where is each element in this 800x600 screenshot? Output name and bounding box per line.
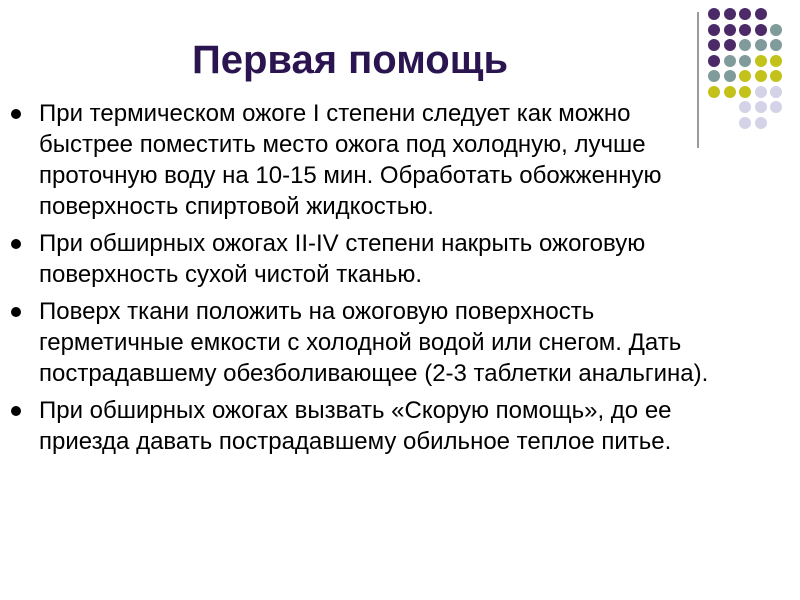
bullet-dot-icon bbox=[11, 307, 21, 317]
decorative-dot bbox=[724, 55, 736, 67]
bullet-item bbox=[10, 98, 710, 222]
decorative-dot bbox=[708, 39, 720, 51]
decorative-dot bbox=[739, 55, 751, 67]
bullet-text: При обширных ожогах II-IV степени накрыть ожоговую поверхность сухой чистой тканью. bbox=[39, 230, 646, 288]
bullet-dot-icon bbox=[11, 406, 21, 416]
decorative-dot bbox=[755, 86, 767, 98]
decorative-dot bbox=[755, 24, 767, 36]
decorative-dot bbox=[708, 86, 720, 98]
decorative-dot bbox=[755, 70, 767, 82]
decorative-dot bbox=[755, 39, 767, 51]
decorative-dot bbox=[770, 70, 782, 82]
decorative-dot bbox=[724, 8, 736, 20]
decorative-dot bbox=[708, 24, 720, 36]
decorative-dot bbox=[770, 24, 782, 36]
decorative-dot bbox=[739, 70, 751, 82]
decorative-dot-grid bbox=[708, 8, 788, 128]
decorative-dot bbox=[770, 86, 782, 98]
decorative-dot bbox=[708, 55, 720, 67]
decorative-dot bbox=[708, 8, 720, 20]
decorative-dot bbox=[739, 86, 751, 98]
decorative-dot bbox=[755, 8, 767, 20]
bullet-item bbox=[10, 228, 710, 290]
bullet-dot-icon bbox=[11, 239, 21, 249]
decorative-dot bbox=[724, 39, 736, 51]
decorative-dot bbox=[770, 101, 782, 113]
decorative-dot bbox=[770, 55, 782, 67]
decorative-dot bbox=[755, 101, 767, 113]
bullet-text: При термическом ожоге I степени следует как можно быстрее поместить место ожога под холодную, лучше проточную воду на 10-15 мин. Обработать обожженную поверхность спиртовой жидкостью. bbox=[39, 100, 662, 220]
bullet-item bbox=[10, 395, 710, 457]
decorative-dot bbox=[739, 117, 751, 129]
bullet-text: При обширных ожогах вызвать «Скорую помощь», до ее приезда давать пострадавшему обильное теплое питье. bbox=[39, 397, 672, 455]
decorative-dot bbox=[724, 24, 736, 36]
bullet-list bbox=[10, 98, 710, 463]
decorative-dot bbox=[739, 39, 751, 51]
decorative-dot bbox=[739, 8, 751, 20]
decorative-dot bbox=[724, 70, 736, 82]
decorative-dot bbox=[724, 86, 736, 98]
decorative-dot bbox=[708, 70, 720, 82]
bullet-item bbox=[10, 296, 710, 389]
bullet-dot-icon bbox=[11, 109, 21, 119]
decorative-dot bbox=[755, 55, 767, 67]
decorative-dot bbox=[755, 117, 767, 129]
bullet-text: Поверх ткани положить на ожоговую поверхность герметичные емкости с холодной водой или снегом. Дать пострадавшему обезболивающее (2-3 таблетки анальгина). bbox=[39, 298, 709, 387]
decorative-dot bbox=[739, 24, 751, 36]
decorative-dot bbox=[739, 101, 751, 113]
decorative-dot bbox=[770, 39, 782, 51]
slide-title: Первая помощь bbox=[191, 38, 509, 82]
